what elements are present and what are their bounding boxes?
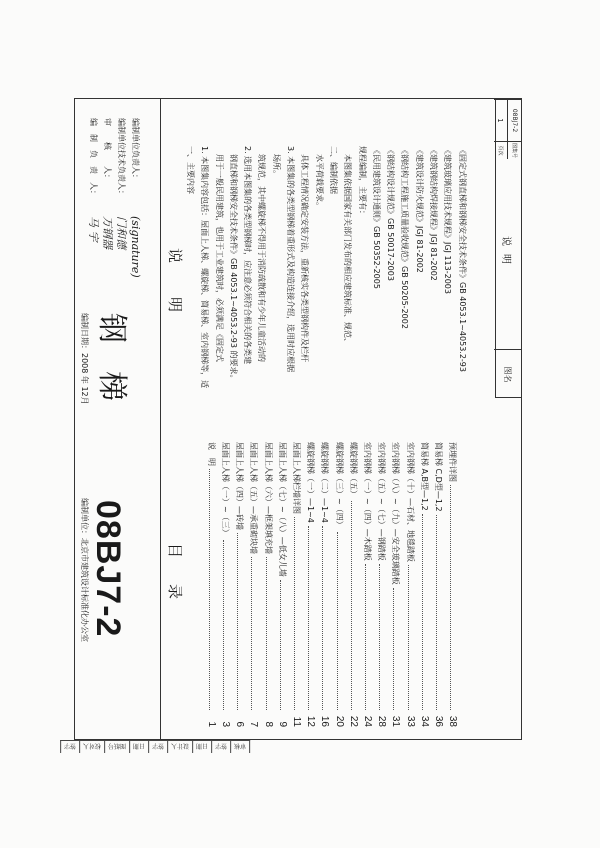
signature-block — [86, 118, 142, 278]
binding-strip-cell: 日期 — [129, 741, 148, 753]
toc-item-page: 22 — [347, 715, 359, 727]
leader-dots — [209, 469, 210, 710]
notes-line: 1. 本图集内容包括：屋面上人梯、螺旋梯、简易梯、室内钢梯等，适 — [200, 146, 210, 389]
leader-dots — [408, 565, 409, 710]
toc-item-label: 室内钢梯（十）—石材、地毯踏板 — [405, 442, 415, 562]
toc-item-label: 说 明 — [206, 442, 216, 466]
binding-strip-cell: 校对人 — [79, 741, 104, 753]
toc-item — [376, 442, 390, 727]
binding-strip-cell: 审核 — [230, 741, 249, 753]
notes-line: 《固定式钢直梯和钢梯安全技术条件》GB 4053.1~4053.2-93 — [457, 146, 467, 372]
page-label: 页次 — [494, 141, 508, 159]
notes-line: 《建筑玻璃应用技术规程》JGJ 113-2003 — [443, 146, 453, 294]
notes-line: 水平荷载要求。 — [314, 154, 324, 210]
toc-item-page: 31 — [390, 715, 402, 727]
toc-item — [362, 442, 376, 727]
toc-item — [348, 442, 362, 727]
leader-dots — [322, 526, 323, 710]
toc-item-label: 室内钢梯（一）~（四）—木踏板 — [363, 442, 373, 561]
signature-row: 编制单位负责人： (signature) — [129, 118, 142, 278]
toc-item — [305, 442, 319, 727]
toc-item-page: 34 — [418, 715, 430, 727]
toc-item — [234, 442, 248, 727]
leader-dots — [393, 588, 394, 710]
toc-item-page: 1 — [205, 721, 217, 727]
toc-item — [277, 442, 291, 727]
leader-dots — [280, 580, 281, 710]
notes-line: 《建筑设计防火规范》JGJ 81-2002 — [414, 146, 424, 273]
toc-item-page: 9 — [276, 721, 288, 727]
notes-line: 《钢结构工程施工质量验收规范》GB 50205-2002 — [400, 146, 410, 329]
leader-dots — [422, 514, 423, 710]
toc-item-page: 38 — [447, 715, 459, 727]
leader-dots — [294, 517, 295, 710]
toc-item-page: 12 — [305, 715, 317, 727]
toc-item-label: 螺旋钢梯（五） — [348, 442, 358, 498]
leader-dots — [237, 533, 238, 710]
notes-line: 用于一般民用建筑，也用于工业建筑时，必须满足《固定式 — [214, 154, 224, 362]
toc-item-page: 8 — [262, 721, 274, 727]
notes-line: 3. 本图集的各类型钢梯着重形式及构造连接介绍，选用时应根据 — [286, 146, 296, 373]
toc-item-label: 屋面上人梯（七）~（八）—低女儿墙 — [277, 442, 287, 577]
notes-line: 钢直梯和钢梯安全技术条件》GB 4053.1~4053.2-93 的要求。 — [228, 154, 238, 383]
rotated-drawing-sheet — [74, 98, 522, 740]
signature-row: 编制单位技术负责人： 门和德 — [115, 118, 128, 249]
toc-item-label: 螺旋钢梯（二）—1~4 — [320, 442, 330, 523]
atlas-code: 08BJ7-2 — [89, 500, 127, 638]
leader-dots — [450, 485, 451, 710]
signature-row: 审 核 人： 万钢器 — [101, 118, 114, 249]
toc-item — [291, 442, 305, 727]
leader-dots — [365, 564, 366, 710]
toc-item-page: 16 — [319, 715, 331, 727]
notes-line: 《建筑钢结构焊接规程》JGJ 81-2002 — [429, 146, 439, 281]
binding-strip-cell: 签字 — [211, 741, 230, 753]
drawing-name-label: 图名 — [494, 349, 521, 399]
compiling-unit: 编制单位：北京市建筑设计标准化办公室 — [80, 498, 89, 642]
toc-item-label: 屋面上人梯（五）—承重砌块墙 — [249, 442, 259, 554]
page-number: 1 — [494, 99, 508, 141]
toc-item — [433, 442, 447, 727]
notes-line: 场所。 — [271, 154, 281, 178]
signature-row: 编 制 负 责 人： 马 宇 — [87, 118, 100, 242]
toc-item-page: 3 — [220, 721, 232, 727]
toc-item-page: 24 — [362, 715, 374, 727]
notes-line: 一、主要内容 — [186, 146, 195, 194]
toc-item — [447, 442, 461, 727]
header-divider — [160, 98, 161, 740]
binding-strip-cell: 设计人 — [167, 741, 192, 753]
leader-dots — [251, 557, 252, 710]
toc-item — [319, 442, 333, 727]
atlas-no: 08BJ7-2 — [508, 99, 521, 141]
toc-item — [263, 442, 277, 727]
toc-item — [390, 442, 404, 727]
toc-item-label: 屋面上人梯（一）~（三） — [221, 442, 231, 537]
toc-item-label: 简易梯 C,D型—1,2 — [434, 442, 444, 512]
leader-dots — [308, 526, 309, 710]
toc-item-label: 预埋件详图 — [448, 442, 458, 482]
toc-item-label: 螺旋钢梯（一）—1~4 — [306, 442, 316, 523]
binding-strip-cell: 签字 — [148, 741, 167, 753]
notes-line: 本图集依据国家有关部门发布的相应建筑标准、规范、 — [343, 154, 353, 346]
toc-item-label: 室内钢梯（五）~（七）—钢踏板 — [377, 442, 387, 561]
drawing-name: 说明 — [500, 236, 511, 272]
toc-item — [206, 442, 220, 727]
toc-item — [405, 442, 419, 727]
toc-item-label: 简易梯 A,B型—1,2 — [419, 442, 429, 511]
atlas-no-label: 图集号 — [508, 141, 521, 159]
toc-item-page: 36 — [433, 715, 445, 727]
toc-item — [220, 442, 234, 727]
leader-dots — [223, 540, 224, 710]
toc-item-label: 屋面上人梯（四）—砖墙 — [235, 442, 245, 530]
binding-strip-cell: 日期 — [192, 741, 211, 753]
binding-strip-cell: 签字 — [64, 742, 77, 750]
toc-item-label: 屋面上人梯（六）—框架填充墙 — [263, 442, 273, 554]
toc-item-page: 20 — [333, 715, 345, 727]
notes-line: 《钢结构设计规范》GB 50017-2003 — [386, 146, 396, 281]
toc-item-page: 11 — [291, 716, 303, 727]
leader-dots — [337, 532, 338, 710]
toc-item-label: 屋面上人梯栏墙详图 — [292, 442, 302, 514]
compile-date: 编制日期：2008 年 12月 — [80, 313, 89, 405]
binding-strip-cell: 图纸号 — [104, 741, 129, 753]
toc-item — [248, 442, 262, 727]
leader-dots — [351, 501, 352, 710]
toc-item-label: 室内钢梯（八）~（九）—安全玻璃踏板 — [391, 442, 401, 585]
notes-line: 二、编制依据 — [329, 146, 338, 194]
toc-item-page: 6 — [234, 721, 246, 727]
leader-dots — [379, 564, 380, 710]
toc-item — [334, 442, 348, 727]
document-title: 钢梯 — [94, 313, 129, 429]
notes-line: 2. 选用本图集的各类型钢梯时，应注意必须符合相关的各类建 — [243, 146, 253, 365]
toc-item-label: 螺旋钢梯（三）~（四） — [334, 442, 344, 529]
toc-title: 目录 — [166, 543, 184, 626]
toc-item-page: 7 — [248, 721, 260, 727]
toc-item-page: 28 — [376, 715, 388, 727]
leader-dots — [266, 557, 267, 710]
toc-item — [419, 442, 433, 727]
leader-dots — [436, 515, 437, 710]
binding-strip — [60, 740, 250, 753]
notes-title: 说明 — [166, 248, 184, 347]
title-block — [495, 98, 522, 398]
notes-line: 具体工程情况确定安装方法，重新核实各类型钢构件及栏杆 — [300, 154, 310, 362]
notes-line: 筑规范，其中螺旋梯不得用于消防疏散和有少年儿童活动的 — [257, 154, 267, 362]
notes-line: 规程编制，主要有： — [357, 146, 367, 218]
notes-line: 《民用建筑设计通则》GB 50352-2005 — [371, 146, 381, 289]
toc-item-page: 33 — [404, 715, 416, 727]
